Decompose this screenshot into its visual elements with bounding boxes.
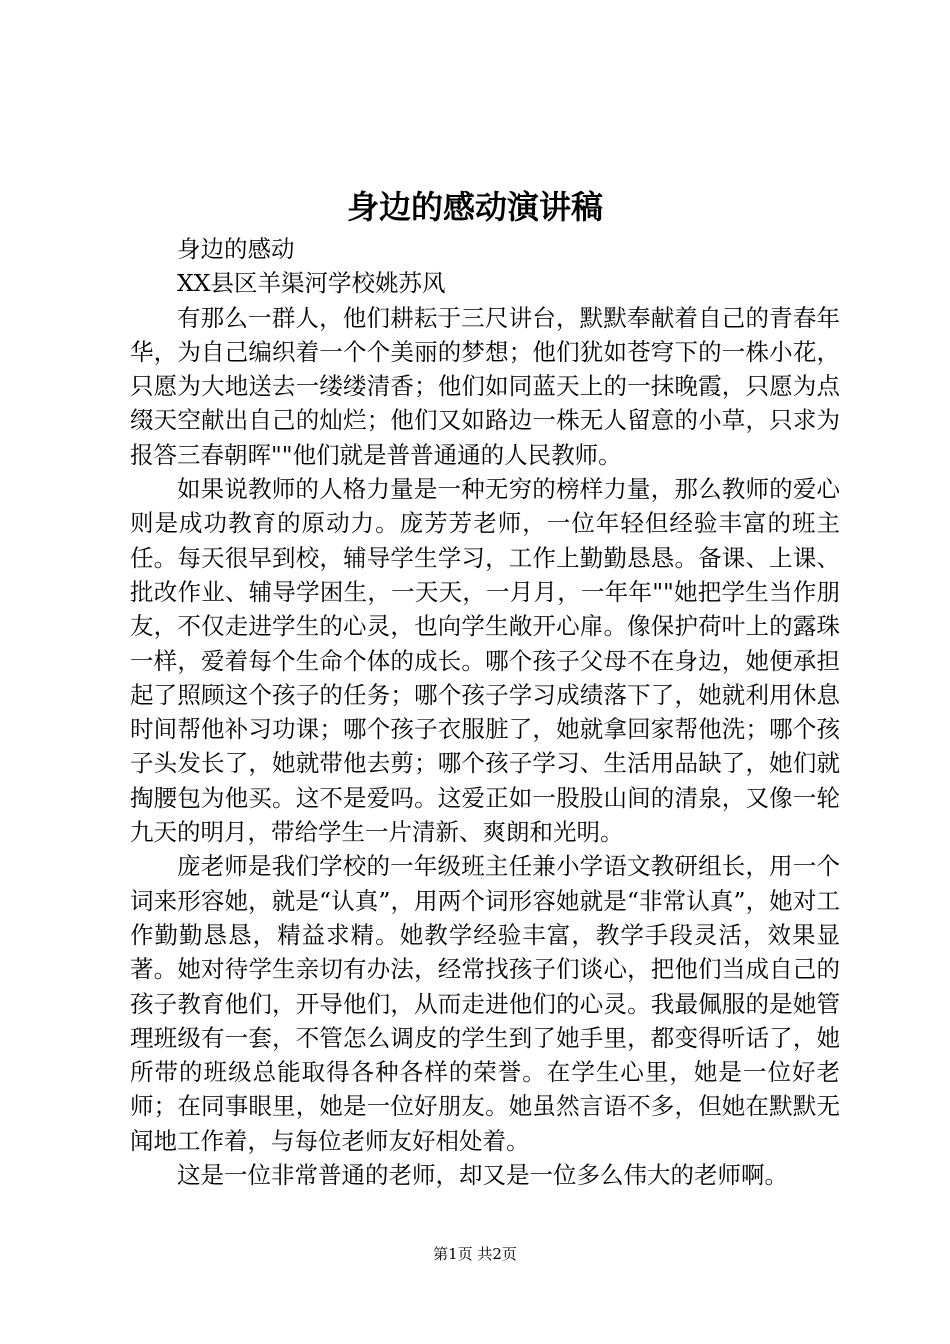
paragraph: 有那么一群人，他们耕耘于三尺讲台，默默奉献着自己的青春年华，为自己编织着一个个美丽的梦想；他们犹如苍穹下的一株小花，只愿为大地送去一缕缕清香；他们如同蓝天上的一抹晚霞，只愿为点缀天空献出自己的灿烂；他们又如路边一株无人留意的小草，只求为报答三春朝晖""他们就是普普通通的人民教师。	[130, 303, 840, 469]
paragraph: 庞老师是我们学校的一年级班主任兼小学语文教研组长，用一个词来形容她，就是“认真”，用两个词形容她就是“非常认真”，她对工作勤勤恳恳，精益求精。她教学经验丰富，教学手段灵活，效果显著。她对待学生亲切有办法，经常找孩子们谈心，把他们当成自己的孩子教育他们，开导他们，从而走进他们的心灵。我最佩服的是她管理班级有一套，不管怎么调皮的学生到了她手里，都变得听话了，她所带的班级总能取得各种各样的荣誉。在学生心里，她是一位好老师；在同事眼里，她是一位好朋友。她虽然言语不多，但她在默默无闻地工作着，与每位老师友好相处着。	[130, 852, 840, 1155]
paragraph: 这是一位非常普通的老师，却又是一位多么伟大的老师啊。	[177, 1161, 788, 1190]
paragraph-heading: 身边的感动	[177, 235, 295, 263]
page-number-footer: 第1页 共2页	[433, 1245, 517, 1263]
paragraph-author: XX县区羊渠河学校姚苏风	[177, 269, 446, 298]
document-body	[130, 232, 840, 1192]
document-title: 身边的感动演讲稿	[346, 188, 603, 226]
paragraph: 如果说教师的人格力量是一种无穷的榜样力量，那么教师的爱心则是成功教育的原动力。庞芳芳老师，一位年轻但经验丰富的班主任。每天很早到校，辅导学生学习，工作上勤勤恳恳。备课、上课、批改作业、辅导学困生，一天天，一月月，一年年""她把学生当作朋友，不仅走进学生的心灵，也向学生敞开心扉。像保护荷叶上的露珠一样，爱着每个生命个体的成长。哪个孩子父母不在身边，她便承担起了照顾这个孩子的任务；哪个孩子学习成绩落下了，她就利用休息时间帮他补习功课；哪个孩子衣服脏了，她就拿回家帮他洗；哪个孩子头发长了，她就带他去剪；哪个孩子学习、生活用品缺了，她们就掏腰包为他买。这不是爱吗。这爱正如一股股山间的清泉，又像一轮九天的明月，带给学生一片清新、爽朗和光明。	[130, 475, 840, 847]
